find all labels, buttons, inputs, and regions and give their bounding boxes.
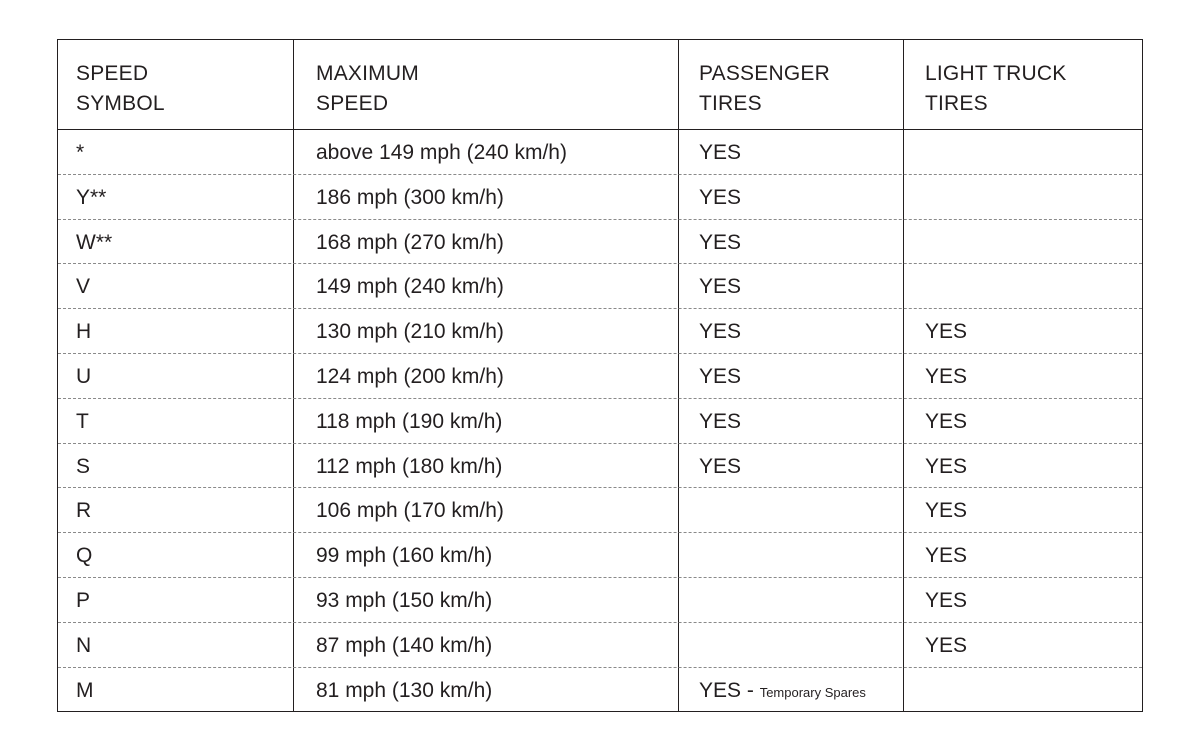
passenger-value: YES <box>699 454 742 478</box>
max-speed-cell: 112 mph (180 km/h) <box>316 454 503 478</box>
speed-symbol-cell: N <box>76 633 92 657</box>
table-row <box>58 668 1142 713</box>
header-maximum-speed <box>316 59 419 119</box>
max-speed-cell: 93 mph (150 km/h) <box>316 588 493 612</box>
light-truck-cell: YES <box>925 588 968 612</box>
speed-symbol-cell: V <box>76 275 91 299</box>
passenger-cell <box>699 364 741 392</box>
speed-symbol-cell: S <box>76 454 91 478</box>
header-passenger-tires <box>699 59 830 119</box>
speed-symbol-cell: Q <box>76 544 93 568</box>
max-speed-cell: 130 mph (210 km/h) <box>316 320 504 344</box>
passenger-cell <box>699 454 741 482</box>
light-truck-cell: YES <box>925 544 968 568</box>
speed-symbol-cell: Y** <box>76 185 107 209</box>
max-speed-cell: 81 mph (130 km/h) <box>316 678 493 702</box>
table-row <box>58 533 1142 578</box>
passenger-cell <box>699 678 866 706</box>
passenger-cell <box>699 409 741 437</box>
table-row <box>58 623 1142 668</box>
speed-symbol-cell: P <box>76 588 91 612</box>
light-truck-cell: YES <box>925 454 968 478</box>
max-speed-cell: 118 mph (190 km/h) <box>316 409 503 433</box>
table-body <box>58 130 1142 712</box>
max-speed-cell: 87 mph (140 km/h) <box>316 633 493 657</box>
table-row <box>58 175 1142 220</box>
light-truck-cell: YES <box>925 409 968 433</box>
light-truck-cell: YES <box>925 633 968 657</box>
light-truck-cell: YES <box>925 499 968 523</box>
max-speed-cell: 168 mph (270 km/h) <box>316 230 504 254</box>
passenger-value: YES - <box>699 678 760 702</box>
max-speed-cell: above 149 mph (240 km/h) <box>316 141 567 164</box>
passenger-cell <box>699 319 741 347</box>
table-row <box>58 309 1142 354</box>
header-line: TIRES <box>699 92 762 115</box>
header-speed-symbol <box>76 59 165 119</box>
header-line: SPEED <box>316 92 389 115</box>
speed-symbol-cell: R <box>76 499 92 523</box>
light-truck-cell: YES <box>925 364 968 388</box>
table-row <box>58 354 1142 399</box>
passenger-value: YES <box>699 141 742 164</box>
max-speed-cell: 186 mph (300 km/h) <box>316 185 504 209</box>
speed-symbol-cell: T <box>76 409 89 433</box>
table-header <box>58 40 1142 130</box>
passenger-value: YES <box>699 320 742 344</box>
header-line: MAXIMUM <box>316 62 419 85</box>
speed-symbol-cell: U <box>76 364 92 388</box>
speed-symbol-cell: M <box>76 678 94 702</box>
table-row <box>58 220 1142 265</box>
max-speed-cell: 99 mph (160 km/h) <box>316 544 493 568</box>
light-truck-cell: YES <box>925 320 968 344</box>
max-speed-cell: 149 mph (240 km/h) <box>316 275 504 299</box>
table-row <box>58 578 1142 623</box>
header-line: SYMBOL <box>76 92 165 115</box>
table-row <box>58 264 1142 309</box>
passenger-value: YES <box>699 185 742 209</box>
passenger-note: Temporary Spares <box>759 684 866 700</box>
passenger-value: YES <box>699 275 742 299</box>
passenger-cell <box>699 185 741 213</box>
speed-symbol-cell: H <box>76 320 92 344</box>
max-speed-cell: 124 mph (200 km/h) <box>316 364 504 388</box>
header-line: PASSENGER <box>699 62 830 85</box>
speed-rating-table <box>57 39 1143 712</box>
speed-symbol-cell: W** <box>76 230 113 254</box>
passenger-value: YES <box>699 409 742 433</box>
passenger-cell <box>699 274 741 302</box>
header-light-truck-tires <box>925 59 1066 119</box>
table-row <box>58 130 1142 175</box>
header-line: LIGHT TRUCK <box>925 62 1067 85</box>
speed-symbol-cell: * <box>76 141 85 164</box>
table-row <box>58 444 1142 489</box>
table-row <box>58 488 1142 533</box>
header-line: TIRES <box>925 92 988 115</box>
table-row <box>58 399 1142 444</box>
passenger-value: YES <box>699 230 742 254</box>
passenger-cell <box>699 140 741 168</box>
passenger-value: YES <box>699 364 742 388</box>
max-speed-cell: 106 mph (170 km/h) <box>316 499 504 523</box>
passenger-cell <box>699 230 741 258</box>
header-line: SPEED <box>76 62 149 85</box>
